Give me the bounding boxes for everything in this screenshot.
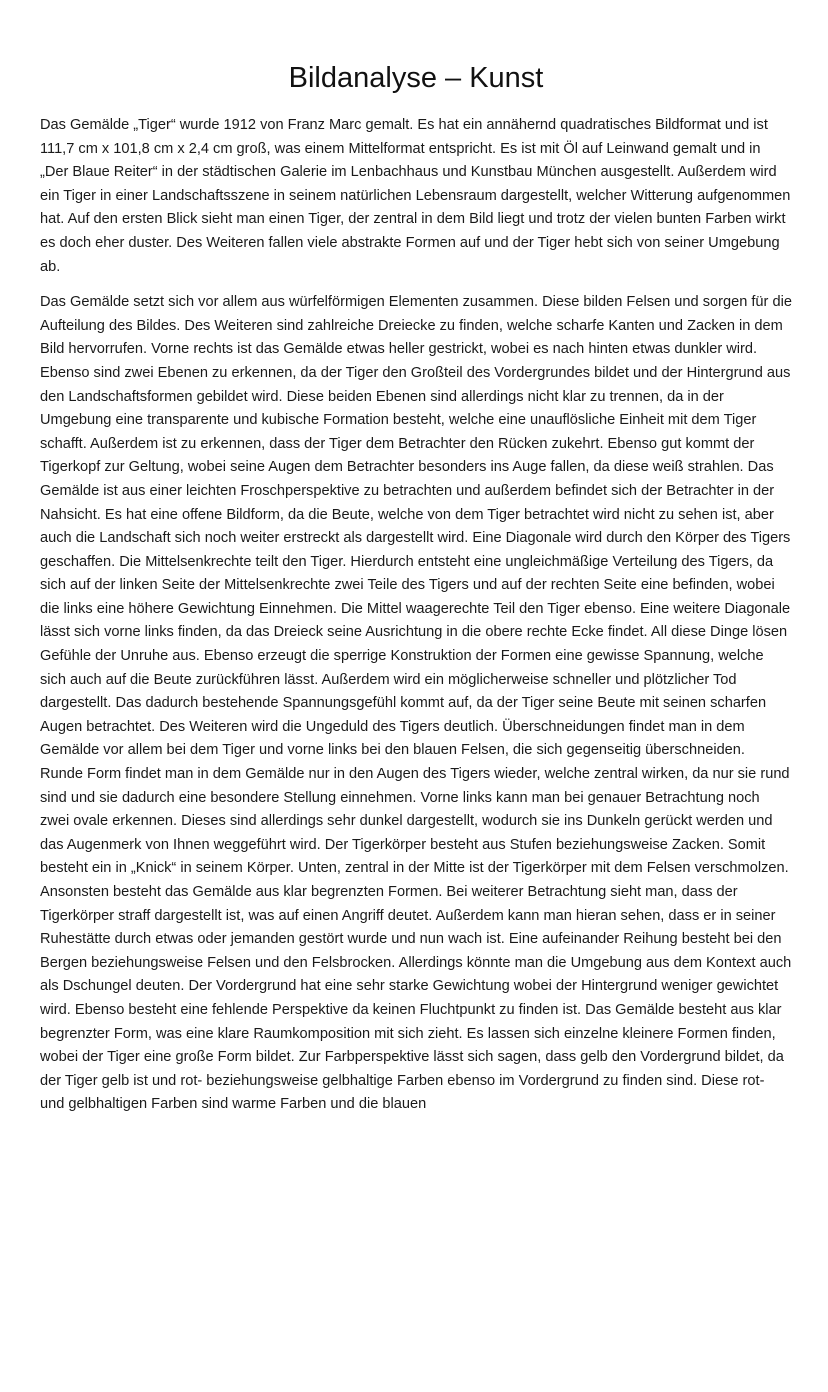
page-title: Bildanalyse – Kunst xyxy=(288,62,544,94)
paragraph-analysis: Das Gemälde setzt sich vor allem aus würfelförmigen Elementen zusammen. Diese bilden Felsen und sorgen für die Aufteilung des Bildes. Des Weiteren sind zahlreiche Dreiecke zu finden, welche scharfe Kanten und Zacken in dem Bild hervorrufen. Vorne rechts ist das Gemälde etwas heller gestrickt, wobei es nach hinten etwas dunkler wird. Ebenso sind zwei Ebenen zu erkennen, da der Tiger den Großteil des Vordergrundes bildet und der Hintergrund aus den Landschaftsformen gebildet wird. Diese beiden Ebenen sind allerdings nicht klar zu trennen, da in der Umgebung eine transparente und kubische Formation besteht, welche eine unauflösliche Einheit mit dem Tiger schafft. Außerdem ist zu erkennen, dass der Tiger dem Betrachter den Rücken zukehrt. Ebenso gut kommt der Tigerkopf zur Geltung, wobei seine Augen dem Betrachter besonders ins Auge fallen, da diese weiß strahlen. Das Gemälde ist aus einer leichten Froschperspektive zu betrachten und außerdem befindet sich der Betrachter in der Nahsicht. Es hat eine offene Bildform, da die Beute, welche von dem Tiger betrachtet wird nicht zu sehen ist, aber auch die Landschaft sich noch weiter erstreckt als dargestellt wird. Eine Diagonale wird durch den Körper des Tigers geschaffen. Die Mittelsenkrechte teilt den Tiger. Hierdurch entsteht eine ungleichmäßige Verteilung des Tigers, da sich auf der linken Seite der Mittelsenkrechte zwei Teile des Tigers und auf der rechten Seite eine befinden, wobei die links eine höhere Gewichtung Einnehmen. Die Mittel waagerechte Teil den Tiger ebenso. Eine weitere Diagonale lässt sich vorne links finden, da das Dreieck seine Ausrichtung in die obere rechte Ecke findet. All diese Dinge lösen Gefühle der Unruhe aus. Ebenso erzeugt die sperrige Konstruktion der Formen eine gewisse Spannung, welche sich auch auf die Beute zurückführen lässt. Außerdem wird ein möglicherweise schneller und plötzlicher Tod dargestellt. Das dadurch bestehende Spannungsgefühl kommt auf, da der Tiger seine Beute mit seinen scharfen Augen betrachtet. Des Weiteren wird die Ungeduld des Tigers deutlich. Überschneidungen findet man in dem Gemälde vor allem bei dem Tiger und vorne links bei den blauen Felsen, die sich gegenseitig überschneiden. Runde Form findet man in dem Gemälde nur in den Augen des Tigers wieder, welche zentral wirken, da nur sie rund sind und sie dadurch eine besondere Stellung einnehmen. Vorne links kann man bei genauer Betrachtung noch zwei ovale erkennen. Dieses sind allerdings sehr dunkel dargestellt, wodurch sie ins Dunkeln gerückt werden und das Augenmerk von Ihnen weggeführt wird. Der Tigerkörper besteht aus Stufen beziehungsweise Zacken. Somit besteht ein in „Knick“ in seinem Körper. Unten, zentral in der Mitte ist der Tigerkörper mit dem Felsen verschmolzen. Ansonsten besteht das Gemälde aus klar begrenzten Formen. Bei weiterer Betrachtung sieht man, dass der Tigerkörper straff dargestellt ist, was auf einen Angriff deutet. Außerdem kann man hieran sehen, dass er in seiner Ruhestätte durch etwas oder jemanden gestört wurde und nun wach ist. Eine aufeinander Reihung besteht bei den Bergen beziehungsweise Felsen und den Felsbrocken. Allerdings könnte man die Umgebung aus dem Kontext auch als Dschungel deuten. Der Vordergrund hat eine sehr starke Gewichtung wobei der Hintergrund weniger gewichtet wird. Ebenso besteht eine fehlende Perspektive da keinen Fluchtpunkt zu finden ist. Das Gemälde besteht aus klar begrenzter Form, was eine klare Raumkomposition mit sich zieht. Es lassen sich einzelne kleinere Formen finden, wobei der Tiger eine große Form bildet. Zur Farbperspektive lässt sich sagen, dass gelb den Vordergrund bildet, da der Tiger gelb ist und rot- beziehungsweise gelbhaltige Farben ebenso im Vordergrund zu finden sind. Diese rot- und gelbhaltigen Farben sind warme Farben und die blauen xyxy=(40,294,792,1113)
paragraph-intro: Das Gemälde „Tiger“ wurde 1912 von Franz Marc gemalt. Es hat ein annähernd quadratisches Bildformat und ist 111,7 cm x 101,8 cm x 2,4 cm groß, was einem Mittelformat entspricht. Es ist mit Öl auf Leinwand gemalt und in „Der Blaue Reiter“ in der städtischen Galerie im Lenbachhaus und Kunstbau München ausgestellt. Außerdem wird ein Tiger in einer Landschaftsszene in seinem natürlichen Lebensraum dargestellt, welcher Witterung aufgenommen hat. Auf den ersten Blick sieht man einen Tiger, der zentral in dem Bild liegt und trotz der vielen bunten Farben wirkt es doch eher duster. Des Weiteren fallen viele abstrakte Formen auf und der Tiger hebt sich von seiner Umgebung ab. xyxy=(40,117,791,275)
